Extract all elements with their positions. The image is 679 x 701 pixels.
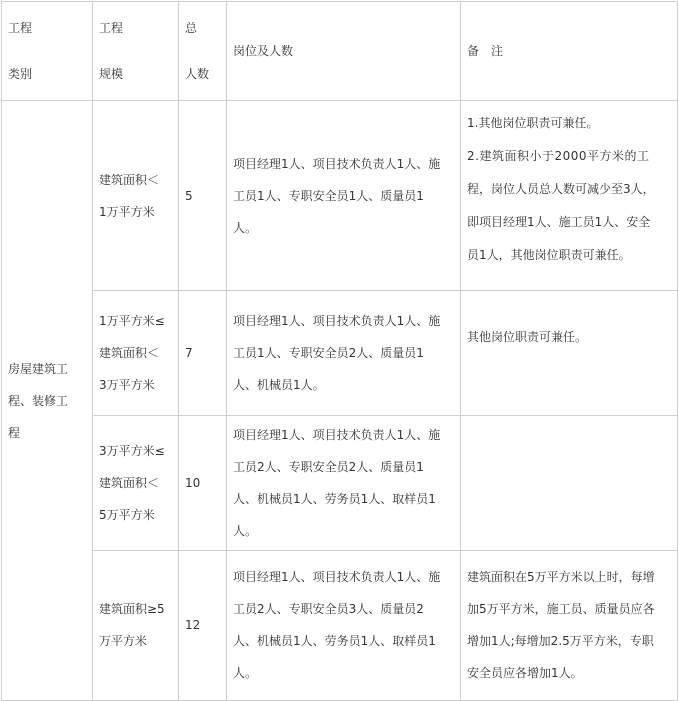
table-row (2, 550, 678, 700)
notes-cell (461, 415, 678, 550)
scale-cell: 建筑面积≥5 万平方米 (93, 550, 179, 700)
positions-cell: 项目经理1人、项目技术负责人1人、施 工员1人、专职安全员2人、质量员1 人、机械员1人。 (227, 291, 461, 415)
table-row (2, 291, 678, 415)
scale-cell: 建筑面积＜ 1万平方米 (93, 101, 179, 291)
header-total: 总 人数 (179, 2, 227, 101)
table-row (2, 415, 678, 550)
header-row (2, 2, 678, 101)
notes-cell: 其他岗位职责可兼任。 (461, 291, 678, 415)
total-cell: 12 (179, 550, 227, 700)
header-scale: 工程 规模 (93, 2, 179, 101)
scale-cell: 1万平方米≤ 建筑面积＜ 3万平方米 (93, 291, 179, 415)
positions-cell: 项目经理1人、项目技术负责人1人、施 工员2人、专职安全员2人、质量员1 人、机械员1人、劳务员1人、取样员1 人。 (227, 415, 461, 550)
category-cell: 房屋建筑工 程、装修工 程 (2, 101, 93, 701)
notes-cell: 1.其他岗位职责可兼任。 2.建筑面积小于2000平方米的工 程，岗位人员总人数可减少至3人， 即项目经理1人、施工员1人、安全 员1人，其他岗位职责可兼任。 (461, 101, 678, 291)
staffing-table (1, 1, 678, 701)
positions-cell: 项目经理1人、项目技术负责人1人、施 工员2人、专职安全员3人、质量员2 人、机械员1人、劳务员1人、取样员1 人。 (227, 550, 461, 700)
total-cell: 5 (179, 101, 227, 291)
header-category: 工程 类别 (2, 2, 93, 101)
total-cell: 10 (179, 415, 227, 550)
notes-cell: 建筑面积在5万平方米以上时，每增 加5万平方米，施工员、质量员应各 增加1人;每增加2.5万平方米，专职 安全员应各增加1人。 (461, 550, 678, 700)
positions-cell: 项目经理1人、项目技术负责人1人、施 工员1人、专职安全员1人、质量员1 人。 (227, 101, 461, 291)
total-cell: 7 (179, 291, 227, 415)
header-notes: 备 注 (461, 2, 678, 101)
scale-cell: 3万平方米≤ 建筑面积＜ 5万平方米 (93, 415, 179, 550)
table-row (2, 101, 678, 291)
header-positions: 岗位及人数 (227, 2, 461, 101)
